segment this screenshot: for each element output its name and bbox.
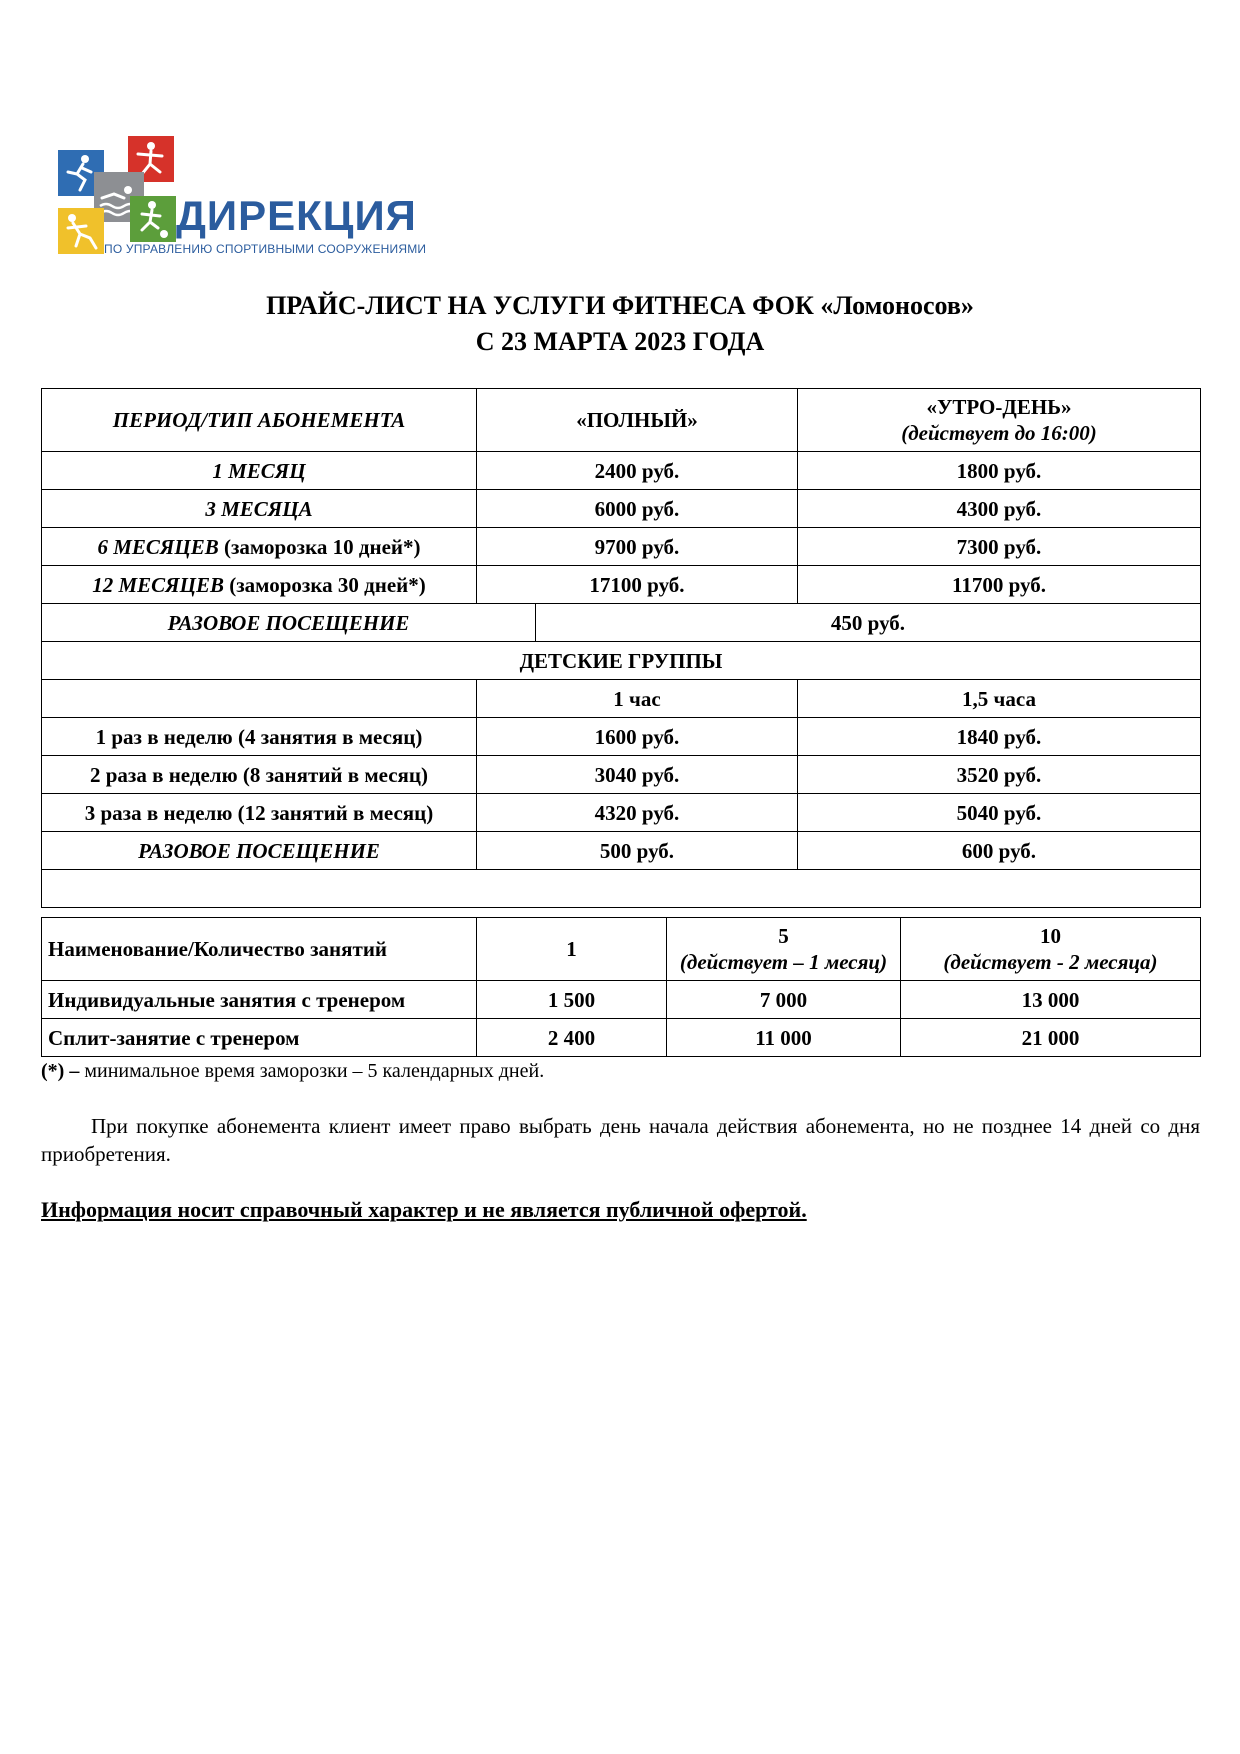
kids-price-1h: 4320 руб.	[477, 794, 798, 832]
price-morning: 1800 руб.	[798, 452, 1201, 490]
spacer-cell	[42, 870, 1201, 908]
title-line-1: ПРАЙС-ЛИСТ НА УСЛУГИ ФИТНЕСА ФОК «Ломоносов»	[266, 291, 974, 320]
trainer-price-10: 21 000	[901, 1019, 1201, 1057]
kids-row-label: 1 раз в неделю (4 занятия в месяц)	[42, 718, 477, 756]
logo	[56, 134, 427, 264]
trainer-table	[41, 917, 1201, 1057]
kids-price-1h: 1600 руб.	[477, 718, 798, 756]
trainer-header-row	[42, 918, 1201, 981]
kids-single-visit-label: РАЗОВОЕ ПОСЕЩЕНИЕ	[42, 832, 477, 870]
table-row	[42, 452, 1201, 490]
kids-price-15h: 1840 руб.	[798, 718, 1201, 756]
trainer-header-5-value: 5	[778, 924, 789, 948]
kids-row-label: 3 раза в неделю (12 занятий в месяц)	[42, 794, 477, 832]
price-full: 17100 руб.	[477, 566, 798, 604]
period-label: 3 МЕСЯЦА	[205, 496, 313, 521]
title-line-2: С 23 МАРТА 2023 ГОДА	[475, 327, 765, 356]
disclaimer: Информация носит справочный характер и не является публичной офертой.	[41, 1197, 807, 1222]
table-row	[42, 981, 1201, 1019]
kids-header-row	[42, 680, 1201, 718]
trainer-price-1: 2 400	[477, 1019, 667, 1057]
purchase-terms-paragraph: При покупке абонемента клиент имеет право выбрать день начала действия абонемента, но не позднее 14 дней со дня приобретения.	[41, 1114, 1200, 1166]
single-visit-row	[42, 604, 1201, 642]
logo-subtitle: ПО УПРАВЛЕНИЮ СПОРТИВНЫМИ СООРУЖЕНИЯМИ	[104, 242, 427, 256]
kids-header-15h: 1,5 часа	[798, 680, 1201, 718]
single-visit-price: 450 руб.	[536, 604, 1201, 642]
header-full: «ПОЛНЫЙ»	[477, 389, 798, 452]
kids-single-visit-row	[42, 832, 1201, 870]
header-morning-note: (действует до 16:00)	[901, 421, 1097, 445]
kids-price-15h: 3520 руб.	[798, 756, 1201, 794]
page-title	[0, 288, 1240, 360]
table-row	[42, 528, 1201, 566]
kids-price-1h: 3040 руб.	[477, 756, 798, 794]
period-label: 6 МЕСЯЦЕВ	[97, 534, 219, 559]
hockey-player-icon	[58, 208, 104, 254]
price-full: 2400 руб.	[477, 452, 798, 490]
trainer-header-10-value: 10	[1040, 924, 1061, 948]
kids-price-15h: 5040 руб.	[798, 794, 1201, 832]
kids-single-visit-1h: 500 руб.	[477, 832, 798, 870]
trainer-price-5: 7 000	[667, 981, 901, 1019]
kids-row-label: 2 раза в неделю (8 занятий в месяц)	[42, 756, 477, 794]
football-player-icon	[130, 196, 176, 242]
table-row	[42, 490, 1201, 528]
table-header-row	[42, 389, 1201, 452]
table-row	[42, 756, 1201, 794]
kids-section-title: ДЕТСКИЕ ГРУППЫ	[42, 642, 1201, 680]
price-full: 6000 руб.	[477, 490, 798, 528]
kids-section-row	[42, 642, 1201, 680]
table-row	[42, 794, 1201, 832]
period-cell	[42, 452, 477, 490]
table-row	[42, 566, 1201, 604]
period-label: 12 МЕСЯЦЕВ	[92, 572, 224, 597]
trainer-price-5: 11 000	[667, 1019, 901, 1057]
footnote-marker: (*) –	[41, 1060, 80, 1082]
single-visit-label: РАЗОВОЕ ПОСЕЩЕНИЕ	[42, 604, 536, 642]
table-row	[42, 718, 1201, 756]
period-cell	[42, 528, 477, 566]
trainer-header-10	[901, 918, 1201, 981]
header-period: ПЕРИОД/ТИП АБОНЕМЕНТА	[42, 389, 477, 452]
footnote-text: минимальное время заморозки – 5 календарных дней.	[84, 1060, 545, 1082]
table-row	[42, 1019, 1201, 1057]
period-cell	[42, 566, 477, 604]
price-morning: 7300 руб.	[798, 528, 1201, 566]
trainer-header-5	[667, 918, 901, 981]
kids-header-1h: 1 час	[477, 680, 798, 718]
trainer-row-label: Индивидуальные занятия с тренером	[42, 981, 477, 1019]
period-note: (заморозка 30 дней*)	[229, 572, 426, 597]
trainer-header-10-note: (действует - 2 месяца)	[943, 950, 1158, 974]
price-table	[41, 388, 1201, 908]
trainer-header-5-note: (действует – 1 месяц)	[679, 950, 888, 974]
footnote	[41, 1060, 544, 1083]
kids-single-visit-15h: 600 руб.	[798, 832, 1201, 870]
trainer-header-1: 1	[477, 918, 667, 981]
kids-header-empty	[42, 680, 477, 718]
period-note: (заморозка 10 дней*)	[224, 534, 421, 559]
trainer-header-name: Наименование/Количество занятий	[42, 918, 477, 981]
header-morning-title: «УТРО-ДЕНЬ»	[926, 395, 1072, 419]
price-full: 9700 руб.	[477, 528, 798, 566]
header-morning	[798, 389, 1201, 452]
trainer-price-10: 13 000	[901, 981, 1201, 1019]
trainer-row-label: Сплит-занятие с тренером	[42, 1019, 477, 1057]
period-label: 1 МЕСЯЦ	[212, 458, 306, 483]
logo-brand: ДИРЕКЦИЯ	[176, 192, 417, 239]
period-cell	[42, 490, 477, 528]
trainer-price-1: 1 500	[477, 981, 667, 1019]
price-morning: 4300 руб.	[798, 490, 1201, 528]
price-morning: 11700 руб.	[798, 566, 1201, 604]
spacer-row	[42, 870, 1201, 908]
